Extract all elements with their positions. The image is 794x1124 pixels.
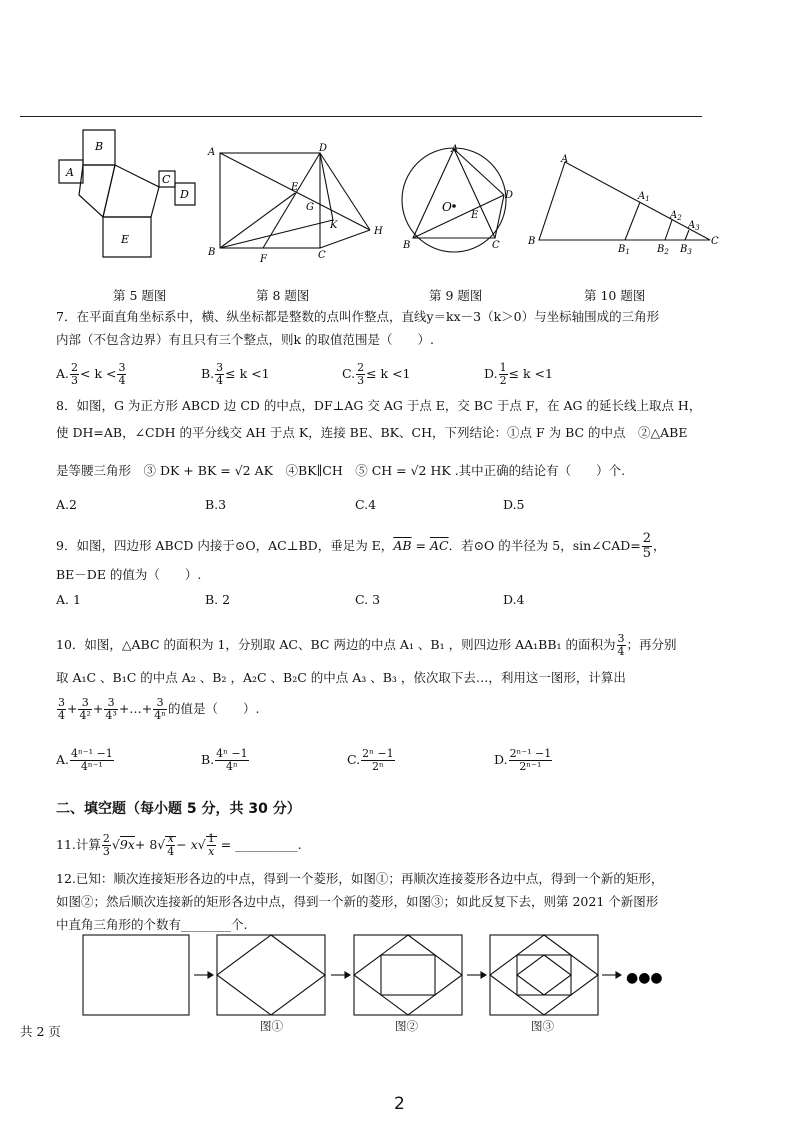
- page-number: 2: [394, 1094, 405, 1114]
- q12-continuation-dots: ●●●: [626, 970, 663, 986]
- fig9-label-e: E: [471, 210, 479, 221]
- q12-figures: [80, 932, 680, 1022]
- q11-line: 11.计算 $\frac{2}{3}$ √9x+ 8√ $\frac{x}{4}$ − x√ $\frac{1}{x}$ = __________.: [56, 832, 302, 858]
- fig8-label-a: A: [208, 147, 216, 158]
- q8-line2: 使 DH=AB，∠CDH 的平分线交 AH 于点 K，连接 BE、BK、CH，下列结论：①点 F 为 BC 的中点 ②△ABE: [56, 425, 688, 440]
- q9-option-a: A. 1: [56, 592, 81, 607]
- fig5-label-c: C: [162, 173, 171, 186]
- fig10-label-b1: $B_1$: [618, 244, 630, 256]
- fig10-label-c: C: [711, 236, 719, 247]
- fig5-label-e: E: [121, 233, 130, 246]
- figure-10: [525, 150, 725, 260]
- fig10-label-b: B: [528, 236, 536, 247]
- fig10-label-a: A: [561, 154, 569, 165]
- q7-option-d: D. $\frac{1}{2}$ ≤ k <1: [484, 361, 553, 387]
- q9-option-c: C. 3: [355, 592, 381, 607]
- q10-line2: 取 A₁C 、B₁C 的中点 A₂ 、B₂ ，A₂C 、B₂C 的中点 A₃ 、B₃ ，依次取下去…，利用这一图形，计算出: [56, 670, 626, 685]
- caption-fig5: 第 5 题图: [113, 288, 167, 303]
- fig10-label-a1: $A_1$: [638, 191, 650, 203]
- fig8-label-b: B: [208, 247, 216, 258]
- fig-caption-1: 图①: [260, 1019, 283, 1033]
- fig9-label-d: D: [505, 190, 514, 201]
- figure-9: [395, 140, 520, 260]
- footer-page-count: 共 2 页: [20, 1024, 61, 1039]
- q8-option-b: B.3: [205, 497, 227, 512]
- q10-option-c: C. $\frac{\text{2ⁿ −1}}{\text{2ⁿ}}$: [347, 747, 394, 773]
- q8-line1: 8．如图，G 为正方形 ABCD 边 CD 的中点，DF⊥AG 交 AG 于点 E，交 BC 于点 F，在 AG 的延长线上取点 H，: [56, 398, 702, 413]
- fig10-label-b2: $B_2$: [657, 244, 669, 256]
- figure-8: [205, 140, 390, 265]
- q8-option-c: C.4: [355, 497, 377, 512]
- q8-line3: 是等腰三角形 ③ DK + BK = √2 AK ④BK∥CH ⑤ CH = √2 HK .其中正确的结论有（ ）个.: [56, 463, 626, 478]
- q7-option-b: B. $\frac{3}{4}$ ≤ k <1: [201, 361, 270, 387]
- fig9-label-c: C: [492, 240, 500, 251]
- q12-line3: 中直角三角形的个数有________个.: [56, 917, 248, 932]
- fig8-label-c: C: [318, 250, 326, 261]
- q8-option-d: D.5: [503, 497, 525, 512]
- caption-fig9: 第 9 题图: [429, 288, 483, 303]
- fig10-label-a3: $A_3$: [688, 220, 700, 232]
- q9-line1: 9．如图，四边形 ABCD 内接于⊙O，AC⊥BD，垂足为 E，$\overline{AB} = \overline{AC}$．若⊙O 的半径为 5，sin∠CAD= $\frac{2}{5}$ ，: [56, 531, 666, 561]
- q10-line3: $\frac{3}{4}$ + $\frac{3}{\text{4²}}$ + $\frac{3}{\text{4³}}$ +…+ $\frac{3}{\text{4ⁿ}}$ 的值是（ ）.: [58, 696, 260, 722]
- q9-option-b: B. 2: [205, 592, 231, 607]
- caption-fig8: 第 8 题图: [256, 288, 310, 303]
- fig5-label-a: A: [66, 166, 74, 179]
- fig8-label-h: H: [374, 226, 383, 237]
- q8-option-a: A.2: [56, 497, 77, 512]
- fig10-label-a2: $A_2$: [670, 210, 682, 222]
- figure-5: [55, 125, 205, 265]
- q12-line2: 如图②；然后顺次连接新的矩形各边中点，得到一个新的菱形，如图③；如此反复下去，则第 2021 个新图形: [56, 894, 659, 909]
- fig8-label-g: G: [306, 202, 314, 213]
- top-rule: [20, 116, 702, 117]
- fig5-label-b: B: [95, 140, 104, 153]
- fig9-label-b: B: [403, 240, 411, 251]
- q7-option-a: A. $\frac{2}{3}$ < k < $\frac{3}{4}$: [56, 361, 126, 387]
- q10-option-a: A. $\frac{\text{4ⁿ⁻¹ −1}}{\text{4ⁿ⁻¹}}$: [56, 747, 113, 773]
- fig10-label-b3: $B_3$: [680, 244, 692, 256]
- q9-line2: BE－DE 的值为（ ）.: [56, 567, 202, 582]
- q10-option-b: B. $\frac{\text{4ⁿ −1}}{\text{4ⁿ}}$: [201, 747, 248, 773]
- fig5-label-d: D: [180, 188, 189, 201]
- caption-fig10: 第 10 题图: [584, 288, 646, 303]
- q7-line2: 内部（不包含边界）有且只有三个整点，则k 的取值范围是（ ）.: [56, 332, 435, 347]
- q9-option-d: D.4: [503, 592, 525, 607]
- section-2-heading: 二、填空题（每小题 5 分，共 30 分）: [56, 801, 301, 817]
- fig8-label-k: K: [330, 220, 338, 231]
- fig9-label-o: O: [442, 200, 452, 214]
- q7-line1: 7．在平面直角坐标系中，横、纵坐标都是整数的点叫作整点，直线y＝kx－3（k＞0）与坐标轴围成的三角形: [56, 309, 660, 324]
- fig8-label-f: F: [260, 254, 267, 265]
- q10-line1: 10．如图，△ABC 的面积为 1，分别取 AC、BC 两边的中点 A₁ 、B₁ ，则四边形 AA₁BB₁ 的面积为 $\frac{3}{4}$ ；再分别: [56, 632, 677, 658]
- q7-option-c: C. $\frac{2}{3}$ ≤ k <1: [342, 361, 411, 387]
- fig8-label-e: E: [291, 182, 299, 193]
- fig8-label-d: D: [319, 143, 328, 154]
- fig-caption-2: 图②: [395, 1019, 418, 1033]
- q10-option-d: D. $\frac{\text{2ⁿ⁻¹ −1}}{\text{2ⁿ⁻¹}}$: [494, 747, 552, 773]
- fig9-label-a: A: [451, 144, 459, 155]
- q12-line1: 12.已知：顺次连接矩形各边的中点，得到一个菱形，如图①；再顺次连接菱形各边中点，得到一个新的矩形，: [56, 871, 664, 886]
- fig-caption-3: 图③: [531, 1019, 554, 1033]
